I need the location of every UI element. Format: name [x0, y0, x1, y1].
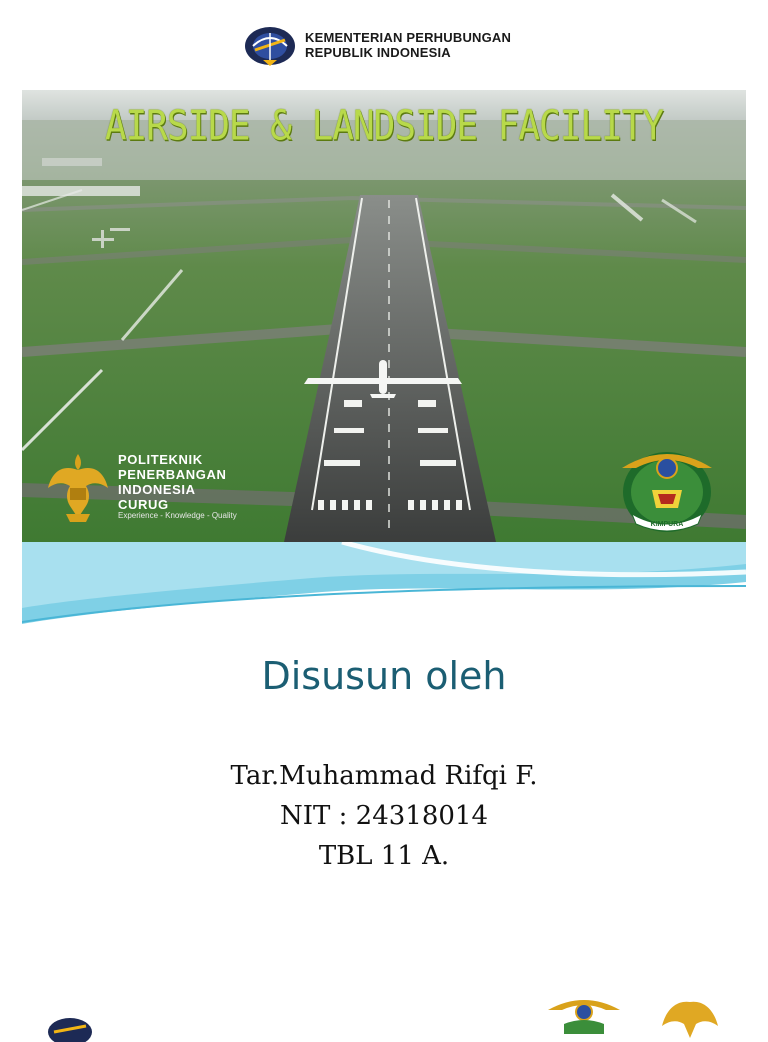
ministry-header [0, 0, 768, 90]
author-class: TBL 11 A. [318, 841, 450, 871]
school-name-line3: INDONESIA [118, 482, 196, 497]
garuda-eagle-icon [46, 448, 110, 524]
ministry-name-line1: KEMENTERIAN PERHUBUNGAN [305, 30, 512, 45]
school-name [118, 452, 226, 512]
school-name-line1: POLITEKNIK [118, 452, 203, 467]
ministry-emblem-icon [44, 1012, 96, 1042]
school-name-line2: PENERBANGAN [118, 467, 227, 482]
school-name-line4: CURUG [118, 497, 169, 512]
author-name: Tar.Muhammad Rifqi F. [230, 761, 538, 791]
academy-wings-globe-icon [546, 994, 622, 1034]
content-area [22, 542, 746, 1012]
next-slide-peek [0, 990, 768, 1024]
ministry-emblem-icon [243, 24, 297, 68]
ministry-name-line2: REPUBLIK INDONESIA [305, 45, 451, 60]
author-nit: NIT : 24318014 [280, 801, 488, 831]
school-tagline: Experience - Knowledge - Quality [118, 511, 237, 520]
garuda-eagle-icon [660, 998, 720, 1038]
banner-title: AIRSIDE & LANDSIDE FACILITY [104, 102, 664, 151]
author-info [22, 756, 746, 876]
emblem-ribbon-text: KIMPURA [650, 521, 684, 528]
section-title: Disusun oleh [261, 654, 507, 698]
academy-wings-globe-icon [618, 438, 716, 536]
ministry-name [305, 30, 511, 60]
